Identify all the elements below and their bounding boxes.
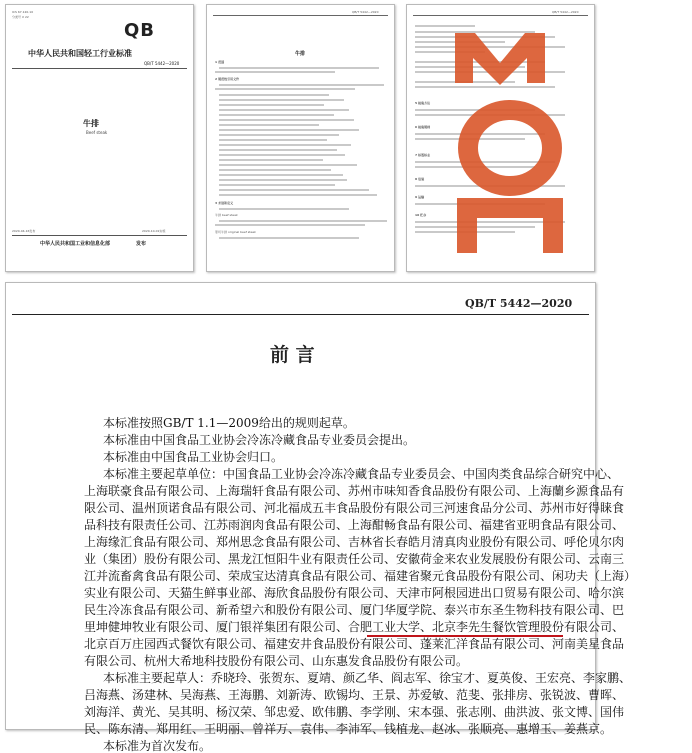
foreword-line: 品科技有限责任公司、江苏雨润肉食品有限公司、上海酣畅食品有限公司、福建省亚明食品有限公司、 — [84, 518, 625, 532]
text-line — [219, 134, 339, 136]
cover-issuer: 中华人民共和国工业和信息化部 — [40, 241, 111, 247]
foreword-line: 吕海燕、汤建林、吴海燕、王海鹏、刘新涛、欧锡均、王景、苏爱敏、范斐、张排房、张锐波、曹晖、 — [84, 688, 625, 702]
page3-section-test: 5 检验方法 — [415, 101, 431, 105]
page3-section-rules: 6 检验规则 — [415, 125, 431, 129]
ics-code: ICS 67.120.10 — [12, 10, 34, 14]
cover-product-name: 牛排 — [83, 119, 99, 128]
requirements-page — [406, 4, 595, 272]
foreword-line: 本标准按照GB/T 1.1—2009给出的规则起草。 — [103, 416, 355, 430]
text-line — [219, 139, 327, 141]
foreword-line: 上海缘汇食品有限公司、郑州思念食品有限公司、吉林省长春皓月清真肉业股份有限公司、呼伦贝尔肉 — [84, 535, 625, 549]
cover-page — [5, 4, 194, 272]
page3-section-package: 8 包装 — [415, 177, 425, 181]
page2-section-terms: 3 术语和定义 — [215, 201, 234, 205]
foreword-line: 本标准主要起草人：乔晓玲、张贺东、夏靖、颜乙华、阎志军、徐宝才、夏英俊、王宏亮、李家鹏、 — [103, 671, 632, 685]
foreword-line: 上海联豪食品有限公司、上海瑞轩食品有限公司、苏州市味知香食品股份有限公司、上海蘭乡源食品有 — [84, 484, 625, 498]
foreword-line: 业（集团）股份有限公司、黑龙江恒阳牛业有限责任公司、安徽荷金来农业发展股份有限公司、云南三 — [84, 552, 625, 566]
page3-header-rule — [413, 15, 588, 16]
text-line — [219, 194, 377, 196]
foreword-header-rule — [12, 314, 589, 315]
page2-term-beef-steak: 牛排 beef steak — [215, 213, 238, 217]
foreword-line-prefix: 里坤健坤牧业有限公司、厦门银祥集团有限公司、合肥工业大学、北京李先生餐饮管理股份有限公司、 — [84, 620, 625, 634]
text-line — [219, 208, 349, 210]
foreword-line: 北京百万庄园西式餐饮有限公司、福建安井食品股份有限公司、蓬莱汇洋食品有限公司、河南美星食品 — [84, 637, 625, 651]
foreword-line: 江并流畜禽食品有限公司、荣成宝达清真食品有限公司、福建省聚元食品股份有限公司、闲功夫（上海） — [84, 569, 637, 583]
text-line — [219, 179, 347, 181]
foreword-line: 有限公司、杭州大希地科技股份有限公司、山东惠发食品股份有限公司。 — [84, 654, 469, 668]
page2-section-scope: 1 范围 — [215, 60, 225, 64]
cover-issue-word: 发布 — [136, 241, 147, 247]
text-line — [219, 94, 329, 96]
foreword-line: 实业有限公司、天猫生鲜事业部、海欣食品股份有限公司、天津市阿根园进出口贸易有限公司、哈尔滨 — [84, 586, 625, 600]
text-line — [219, 154, 345, 156]
text-line — [219, 124, 319, 126]
text-line — [219, 109, 349, 111]
foreword-code: QB/T 5442—2020 — [465, 297, 573, 310]
text-line — [219, 104, 324, 106]
text-line — [219, 119, 354, 121]
text-line — [219, 159, 323, 161]
qb-logo: QB — [124, 20, 156, 41]
page3-section-storage: 10 贮存 — [415, 213, 427, 217]
foreword-heading: 前 言 — [270, 344, 315, 366]
foreword-line: 民、陈东清、郑用红、王明丽、曾祥万、袁伟、李沛军、钱植龙、赵冰、张顺亮、惠增玉、姜燕京。 — [84, 722, 613, 736]
cover-rule-bottom — [12, 235, 187, 236]
text-line — [215, 71, 335, 73]
effective-date: 2020-10-01实施 — [142, 229, 166, 233]
foreword-line: 民生冷冻食品有限公司、新希望六和股份有限公司、厦门华厦学院、泰兴市东圣生物科技有限公司、巴 — [84, 603, 625, 617]
highlighted-company — [6, 283, 7, 284]
page2-section-refs: 2 规范性引用文件 — [215, 77, 240, 81]
foreword-line-highlighted — [84, 620, 673, 634]
cover-standard-title: 中华人民共和国轻工行业标准 — [28, 49, 132, 58]
foreword-line: 刘海洋、黄光、吴其明、杨汉荣、邹忠爱、欧伟鹏、李学刚、宋本强、张志刚、曲洪波、张文博、国伟 — [84, 705, 625, 719]
foreword-page — [5, 282, 637, 753]
cover-rule-top — [12, 68, 187, 69]
page2-term-original: 原切牛排 original beef steak — [215, 230, 256, 234]
text-line — [219, 129, 359, 131]
text-line — [219, 164, 357, 166]
foreword-line: 本标准为首次发布。 — [103, 739, 212, 753]
text-line — [219, 220, 387, 222]
text-line — [219, 149, 337, 151]
watermark-logo — [445, 23, 575, 258]
text-line — [219, 184, 335, 186]
scope-page — [206, 4, 395, 272]
text-line — [215, 224, 365, 226]
foreword-line: 限公司、温州顶诺食品有限公司、河北福成五丰食品股份有限公司三河速食品分公司、苏州市好得睐食 — [84, 501, 625, 515]
text-line — [219, 237, 359, 239]
ccs-code: 分类号 X 22 — [12, 15, 29, 19]
page2-header-rule — [213, 15, 388, 16]
publish-date: 2020-04-16发布 — [12, 229, 36, 233]
highlight-underline — [367, 635, 563, 637]
text-line — [219, 67, 379, 69]
cover-product-name-en: Beef steak — [86, 130, 108, 135]
text-line — [219, 189, 369, 191]
text-line — [219, 84, 384, 86]
text-line — [219, 174, 343, 176]
foreword-line: 本标准由中国食品工业协会归口。 — [103, 450, 284, 464]
page3-section-transport: 9 运输 — [415, 195, 425, 199]
page3-code: QB/T 5442—2020 — [552, 10, 579, 14]
foreword-line: 本标准由中国食品工业协会冷冻冷藏食品专业委员会提出。 — [103, 433, 416, 447]
foreword-line: 本标准主要起草单位：中国食品工业协会冷冻冷藏食品专业委员会、中国肉类食品综合研究中心、 — [103, 467, 620, 481]
page2-title: 牛排 — [295, 51, 306, 57]
cover-code: QB/T 5442—2020 — [144, 61, 180, 66]
text-line — [219, 99, 344, 101]
text-line — [219, 144, 351, 146]
text-line — [219, 169, 331, 171]
page2-code: QB/T 5442—2020 — [352, 10, 379, 14]
text-line — [215, 88, 355, 90]
page3-section-label: 7 标签标志 — [415, 153, 431, 157]
text-line — [219, 114, 334, 116]
